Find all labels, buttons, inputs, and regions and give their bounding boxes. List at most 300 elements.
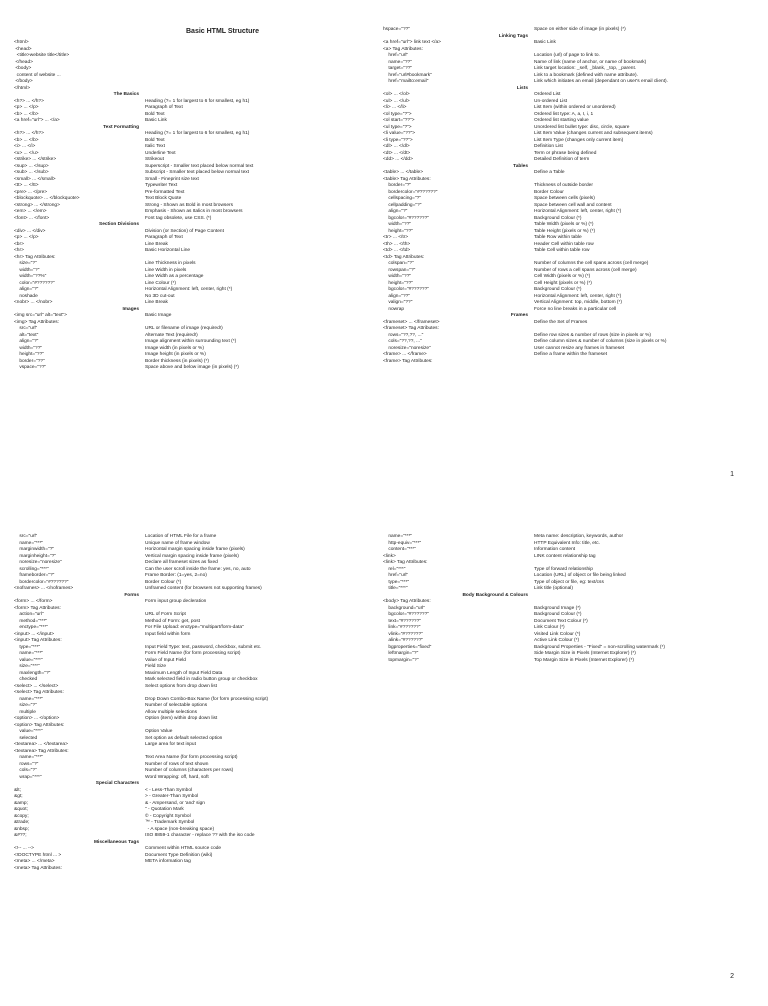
text-line: marginheight="?" <box>14 553 56 559</box>
text-line: name="***" <box>14 696 44 702</box>
p1-left-desc-column <box>145 40 355 372</box>
text-line: alt="text" <box>14 332 39 338</box>
text-line: Comment within HTML source code <box>145 846 222 851</box>
text-line: Unframed content (for browsers not supporting frames) <box>145 586 262 591</box>
text-line: <!DOCTYPE html ... > <box>14 852 62 858</box>
text-line: Text Block Quote <box>145 196 182 201</box>
text-line: <strike> ... </strike> <box>14 157 57 162</box>
text-line: Italic Text <box>145 144 165 149</box>
text-line: Small - Fineprint size text <box>145 176 199 182</box>
text-line: method="***" <box>14 618 48 624</box>
text-line: <tt> ... </tt> <box>14 183 39 188</box>
text-line: width="??%" <box>14 274 47 279</box>
text-line: content of website ... <box>14 72 61 78</box>
text-line: <pre> ... </pre> <box>14 189 48 195</box>
text-line: Define row sizes & number of rows (size in pixels or %) <box>534 332 652 338</box>
text-line: <li type="??"> <box>383 137 413 143</box>
text-line: <dd> ... </dd> <box>383 157 413 162</box>
text-line: Paragraph of Text <box>145 235 183 240</box>
text-line: <title>website title</title> <box>14 53 70 58</box>
text-line: Number of columns the cell spans across (cell merge) <box>534 261 649 266</box>
text-line: <sup> ... </sup> <box>14 163 49 169</box>
text-line: Type of forward relationship <box>534 566 593 572</box>
text-line: Value of Input Field <box>145 657 186 663</box>
text-line: <th> ... </th> <box>383 241 411 247</box>
text-line: rel="***" <box>383 566 406 572</box>
text-line: Maximum Length of Input Field Data <box>145 670 223 676</box>
text-line: Form input group decleration <box>145 599 207 604</box>
text-line: Background Colour (*) <box>534 215 582 221</box>
text-line: Document Type Definition (wiki) <box>145 852 213 858</box>
text-line: Method of Form: get, post <box>145 618 200 624</box>
text-line <box>534 359 754 366</box>
text-line: Border Colour <box>534 189 564 195</box>
text-line: background="url" <box>383 605 425 611</box>
text-line: <textarea> Tag Attributes: <box>14 748 69 754</box>
text-line: width="??" <box>14 345 43 351</box>
text-line: Form Field Name (for form processing script) <box>145 651 241 656</box>
text-line: Field Size <box>145 664 167 669</box>
text-line: align="??" <box>383 293 411 299</box>
text-line: Number of rows of text shown <box>145 761 209 767</box>
text-line: <!-- ... --> <box>14 846 34 851</box>
text-line: < - Less-Than Symbol <box>145 787 193 793</box>
text-line: Subscript - Smaller text placed below normal text <box>145 170 249 175</box>
text-line: <input> Tag Attributes: <box>14 638 62 643</box>
text-line: Table Height (pixels or %) (*) <box>534 228 596 234</box>
section-heading: Tables <box>513 163 528 169</box>
document-page-1 <box>0 0 768 486</box>
p2-right-tag-column <box>383 534 528 664</box>
text-line: Background Image (*) <box>534 605 581 611</box>
text-line: <a href="url"> ... </a> <box>14 118 60 123</box>
text-line: <link> <box>383 553 396 559</box>
text-line <box>145 866 355 873</box>
text-line: Image width (in pixels or %) <box>145 345 204 351</box>
text-line: multiple <box>14 709 36 715</box>
text-line: Link which initiates an email (dependant on user's email client). <box>534 79 668 84</box>
text-line: leftmargin="?" <box>383 651 419 656</box>
text-line: > - Greater-Than Symbol <box>145 794 199 799</box>
text-line: size="***" <box>14 664 40 669</box>
text-line: name="***" <box>14 540 44 546</box>
text-line: <p> ... </p> <box>14 235 39 240</box>
text-line: Basic Horizontal Line <box>145 248 191 253</box>
text-line: © - Copyright Symbol <box>145 813 191 819</box>
text-line: <form> ... </form> <box>14 599 53 604</box>
text-line: href="url" <box>383 53 409 58</box>
text-line: Heading (?= 1 for largest to 6 for smallest, eg h1) <box>145 98 250 104</box>
text-line: Image alignment within surrounding text (*) <box>145 339 237 344</box>
text-line: Table Cell within table row <box>534 248 590 253</box>
text-line: <p> ... </p> <box>14 105 39 110</box>
text-line: META information tag <box>145 859 191 864</box>
text-line: Declare all frameset sizes as fixed <box>145 560 218 565</box>
text-line: Number of selectable options <box>145 703 208 708</box>
text-line: Border thickness (in pixels) (*) <box>145 358 209 364</box>
page-number: 2 <box>730 972 734 980</box>
text-line: Link title (optional) <box>534 586 573 591</box>
text-line: Location (URL) of object or file being linked <box>534 573 626 578</box>
text-line: <br> <box>14 241 24 247</box>
text-line: content="***" <box>383 547 416 552</box>
text-line: Frame Border: (1=yes, 2=no) <box>145 573 207 578</box>
text-line: Line Width as a percentage <box>145 274 204 279</box>
text-line: Cell Height (pixels or %) (*) <box>534 280 592 286</box>
text-line: Vertical Alignment: top, middle, bottom (*) <box>534 300 622 305</box>
text-line: align="?" <box>14 287 39 292</box>
text-line: Pre-formatted Text <box>145 189 185 195</box>
text-line: rowspan="?" <box>383 267 416 273</box>
text-line: &nbsp; <box>14 826 29 832</box>
text-line: value="***" <box>14 729 43 734</box>
text-line: Location (url) of page to link to. <box>534 53 600 58</box>
text-line: <table> ... </table> <box>383 170 424 175</box>
text-line: wrap="***" <box>14 774 42 780</box>
text-line: Unordered list bullet type: disc, circle, square <box>534 124 630 130</box>
section-heading: Frames <box>510 313 528 318</box>
text-line: href="mailto:email" <box>383 79 429 84</box>
text-line: List Item Value (changes current and subsequent items) <box>534 131 653 136</box>
text-line: Line Thickness in pixels <box>145 261 196 266</box>
text-line: <sub> ... </sub> <box>14 170 49 175</box>
text-line: align="?" <box>14 339 39 344</box>
text-line: topmargin="?" <box>383 657 419 663</box>
text-line: Space between cells (pixels) <box>534 196 595 201</box>
text-line: vlink="#??????" <box>383 631 423 637</box>
text-line: Space above and below image (in pixels) (*) <box>145 365 239 370</box>
text-line: Force no line breaks in a particular cell <box>534 306 617 312</box>
text-line: <html> <box>14 40 29 45</box>
p2-left-desc-column <box>145 534 355 872</box>
text-line: Header Cell within table row <box>534 241 594 247</box>
text-line: bgcolor="#??????" <box>383 215 429 221</box>
text-line: bordercolor="#??????" <box>14 579 69 585</box>
text-line: <ol> ... </ol> <box>383 92 410 97</box>
text-line: Typewriter Text <box>145 183 178 188</box>
text-line: name="***" <box>14 651 44 656</box>
section-heading: Body Background & Colours <box>462 592 528 598</box>
text-line: <u> ... </u> <box>14 150 39 156</box>
text-line: bgproperties="fixed" <box>383 644 432 650</box>
text-line: </head> <box>14 59 33 65</box>
text-line: action="url" <box>14 612 44 617</box>
text-line: <a> Tag Attributes: <box>383 46 423 52</box>
text-line: title="***" <box>383 586 408 591</box>
text-line: href="url" <box>383 573 409 578</box>
text-line: width="?" <box>14 267 40 273</box>
text-line: Link target location: _self, _blank, _top, _parent. <box>534 66 637 71</box>
text-line: For File Upload: enctype="multipart/form-data" <box>145 625 244 630</box>
text-line: ™ - Trademark Symbol <box>145 820 195 825</box>
text-line: Large area for text input <box>145 742 196 747</box>
text-line: Background Properties - "Fixed" = non-scrolling watermark (*) <box>534 644 665 650</box>
text-line: <b> ... </b> <box>14 111 39 117</box>
text-line: <em> ... </em> <box>14 209 47 214</box>
text-line: noresize="noresize" <box>383 345 431 351</box>
text-line: Bold Text <box>145 137 165 143</box>
text-line: Active Link Colour (*) <box>534 638 580 643</box>
text-line: Ordered List <box>534 92 561 97</box>
text-line: Line Break <box>145 300 168 305</box>
section-heading: Section Divisions <box>99 222 139 227</box>
text-line: <frame> Tag Attributes: <box>383 358 433 364</box>
text-line: Horizontal Alignment: left, center, right (*) <box>534 293 622 299</box>
text-line: <hr> Tag Attributes: <box>14 254 56 260</box>
text-line: <frame> ... </frame> <box>383 352 427 357</box>
text-line: cols="?" <box>14 768 37 773</box>
text-line: <blockquote> ... </blockquote> <box>14 196 80 201</box>
text-line: Document Text Colour (*) <box>534 618 588 624</box>
section-heading: Text Formatting <box>103 124 139 130</box>
p1-left-tag-column <box>14 40 139 372</box>
text-line: <ul> ... </ul> <box>383 98 410 104</box>
text-line: Division (or Section) of Page Content <box>145 228 224 234</box>
text-line: No 3D cut-out <box>145 293 175 299</box>
text-line: selected <box>14 735 38 741</box>
text-line: width="??" <box>383 274 412 279</box>
text-line: Line Break <box>145 241 168 247</box>
text-line: Location of HTML File for a frame <box>145 534 217 539</box>
text-line: align="?" <box>383 209 408 214</box>
text-line: src="url" <box>14 534 38 539</box>
text-line: Image height (in pixels or %) <box>145 352 206 357</box>
text-line: <body> Tag Attributes: <box>383 599 431 604</box>
text-line: URL or filename of image (required!) <box>145 326 223 331</box>
p2-left-tag-column <box>14 534 139 872</box>
text-line: <select> ... </select> <box>14 683 59 689</box>
text-line: &gt; <box>14 794 23 799</box>
text-line: link="#??????" <box>383 625 421 630</box>
text-line: Basic Link <box>145 118 167 123</box>
text-line: Table Row within table <box>534 235 582 240</box>
text-line: colspan="?" <box>383 261 414 266</box>
section-heading: Lists <box>516 85 528 91</box>
text-line: <h?> ... </h?> <box>14 131 44 136</box>
text-line: <i> ... </i> <box>14 144 36 149</box>
text-line: <select> Tag Attributes: <box>14 690 64 695</box>
text-line: <frameset> ... </frameset> <box>383 319 440 325</box>
text-line: URL of Form Script <box>145 612 186 617</box>
text-line: Mark selected field in radio button group or checkbox <box>145 677 258 682</box>
text-line: target="??" <box>383 66 413 71</box>
text-line: <body> <box>14 66 32 71</box>
text-line: <meta> Tag Attributes: <box>14 865 62 871</box>
text-line: Term or phrase being defined <box>534 150 597 156</box>
text-line: Set option as default selected option <box>145 735 223 741</box>
text-line: Un-ordered List <box>534 98 568 104</box>
text-line: <dt> ... </dt> <box>383 150 411 156</box>
text-line: Definition List <box>534 144 563 149</box>
text-line: <small> ... </small> <box>14 176 56 182</box>
text-line: Paragraph of Text <box>145 105 183 110</box>
text-line: <h?> ... </h?> <box>14 98 44 104</box>
text-line: hspace="??" <box>383 27 411 32</box>
text-line: href="url#bookmark" <box>383 72 432 78</box>
text-line: height="??" <box>383 228 413 234</box>
text-line: scrolling="***" <box>14 566 49 572</box>
p1-right-tag-column <box>383 27 528 365</box>
text-line: Number of columns (characters per rows) <box>145 768 234 773</box>
text-line: noresize="noresize" <box>14 560 62 565</box>
text-line: cols="??,??, ..." <box>383 339 422 344</box>
text-line: Information content <box>534 547 576 552</box>
text-line: Space on either side of image (in pixels) (*) <box>534 27 626 32</box>
text-line: type="***" <box>383 579 410 585</box>
text-line: alink="#??????" <box>383 638 424 643</box>
text-line: Table Width (pixels or %) (*) <box>534 222 594 227</box>
text-line: marginwidth="?" <box>14 547 55 552</box>
text-line: <link> Tag Attributes: <box>383 560 428 565</box>
text-line: Font tag obsolete, use CSS. (*) <box>145 215 212 221</box>
text-line: List Item Type (changes only current item) <box>534 137 624 143</box>
text-line: Option Value <box>145 729 173 734</box>
section-heading: Forms <box>124 592 139 598</box>
text-line: rows="??,??, ..." <box>383 332 424 338</box>
page-separator <box>0 487 768 501</box>
text-line: Allow multiple selections <box>145 709 197 715</box>
text-line: Strong - Shown as Bold in most browsers <box>145 202 233 208</box>
text-line: <textarea> ... </textarea> <box>14 742 68 747</box>
text-line: Unique name of frame window <box>145 540 210 546</box>
text-line: height="??" <box>383 280 413 286</box>
text-line: <div> ... </div> <box>14 228 46 234</box>
text-line: Line Width in pixels <box>145 267 187 273</box>
text-line: <option> ... </option> <box>14 716 60 721</box>
text-line: size="?" <box>14 703 37 708</box>
text-line: Define the Set of Frames <box>534 319 588 325</box>
text-line: " - Quotation Mark <box>145 807 184 812</box>
text-line: Can the user scroll inside the frame: yes, no, auto <box>145 566 251 572</box>
text-line: LINK content relationship tag <box>534 553 596 559</box>
text-line: <hr> <box>14 248 24 253</box>
text-line: - A space (non-breaking space) <box>145 826 215 832</box>
text-line: ISO 8859-1 character - replace ?? with the iso code <box>145 833 255 838</box>
text-line: <option> Tag Attributes: <box>14 722 65 728</box>
text-line: List Item (within ordered or unordered) <box>534 105 616 110</box>
text-line: <table> Tag Attributes: <box>383 176 431 182</box>
text-line: cellpadding="?" <box>383 202 422 208</box>
text-line: &trade; <box>14 820 30 825</box>
text-line: <noframes> ... </noframes> <box>14 586 74 591</box>
text-line: type="***" <box>14 644 41 650</box>
text-line: <nobr> ... </nobr> <box>14 300 53 305</box>
text-line: Line Colour (*) <box>145 280 176 286</box>
text-line: <form> Tag Attributes: <box>14 605 61 611</box>
text-line: Ordered list type: A, a, I, i, 1 <box>534 111 594 117</box>
text-line: name="??" <box>383 59 412 65</box>
text-line: <b> ... </b> <box>14 137 39 143</box>
text-line: Basic Image <box>145 313 172 318</box>
text-line: <li> ... </li> <box>383 105 407 110</box>
p2-right-desc-column <box>534 534 754 664</box>
text-line: rows="?" <box>14 761 39 767</box>
document-page-2 <box>0 502 768 988</box>
text-line: noshade <box>14 293 38 299</box>
text-line: bordercolor="#??????" <box>383 189 438 195</box>
text-line: text="#??????" <box>383 618 421 624</box>
text-line: <a href="url"> link text </a> <box>383 40 441 45</box>
text-line: checked <box>14 677 38 682</box>
text-line: Space between cell wall and content <box>534 202 612 208</box>
section-heading: Images <box>122 306 139 312</box>
text-line: bgcolor="#??????" <box>383 287 429 292</box>
text-line: Number of rows a cell spans across (cell merge) <box>534 267 637 273</box>
text-line: Background Colour (*) <box>534 612 582 617</box>
text-line: Bold Text <box>145 111 165 117</box>
text-line: value="***" <box>14 657 43 663</box>
text-line: <ol type="?"> <box>383 111 412 117</box>
text-line: Side Margin Size in Pixels (Internet Explorer) (*) <box>534 651 636 656</box>
page-title: Basic HTML Structure <box>186 28 259 35</box>
text-line: <strong> ... </strong> <box>14 202 60 208</box>
text-line: Meta name: description, keywords, author <box>534 534 624 539</box>
text-line: cellspacing="?" <box>383 196 421 201</box>
text-line: Basic Link <box>534 40 556 45</box>
text-line: Border Colour (*) <box>145 579 182 585</box>
text-line: <input> ... </input> <box>14 631 55 637</box>
text-line: &copy; <box>14 813 29 819</box>
text-line: Link Colour (*) <box>534 625 565 630</box>
text-line: Name of link (name of anchor, or name of bookmark) <box>534 59 647 65</box>
text-line: Vertical margin spacing inside frame (pixels) <box>145 553 239 559</box>
text-line: http-equiv="***" <box>383 540 422 546</box>
text-line: <ul type="?"> <box>383 124 412 130</box>
text-line: Define a frame within the frameset <box>534 352 608 357</box>
text-line: Detailed Definition of term <box>534 157 590 162</box>
text-line: size="?" <box>14 261 37 266</box>
text-line: height="??" <box>14 352 44 357</box>
text-line: &#??; <box>14 833 27 838</box>
text-line: Drop Down Combo-Box Name (for form processing script) <box>145 696 269 702</box>
text-line: &lt; <box>14 787 21 793</box>
text-line: border="?" <box>383 183 412 188</box>
text-line: Emphasis - Shown as Italics in most browsers <box>145 209 243 214</box>
text-line: Option (item) within drop down list <box>145 716 218 721</box>
text-line: Define column sizes & number of columns (size in pixels or %) <box>534 339 667 344</box>
text-line: <tr> ... </tr> <box>383 235 409 240</box>
text-line: Heading (?= 1 for largest to 6 for smallest, eg h1) <box>145 131 250 136</box>
text-line: Horizontal Alignment: left, center, right (*) <box>145 287 233 292</box>
text-line: Thickness of outside border <box>534 183 593 188</box>
text-line: name="***" <box>383 534 413 539</box>
text-line: & - Ampersand, or 'and' sign <box>145 800 205 806</box>
text-line: <img src="url" alt="text"> <box>14 313 67 318</box>
text-line: Input Field Type: text, password, checkbox, submit etc. <box>145 644 262 650</box>
text-line: <td> ... </td> <box>383 248 411 253</box>
text-line: <ol start="??"> <box>383 118 415 123</box>
text-line: src="url" <box>14 326 38 331</box>
text-line: User cannot resize any frames in frameset <box>534 345 625 351</box>
text-line: nowrap <box>383 306 405 312</box>
text-line: <img> Tag Attributes: <box>14 319 59 325</box>
text-line: <td> Tag Attributes: <box>383 254 425 260</box>
text-line: Strikeout <box>145 157 164 162</box>
text-line: vspace="??" <box>14 365 47 370</box>
section-heading: Linking Tags <box>498 33 528 39</box>
text-line: color="#??????" <box>14 280 55 286</box>
page-number: 1 <box>730 470 734 478</box>
section-heading: Special Characters <box>95 781 139 786</box>
text-line: Horizontal Alignment: left, center, right (*) <box>534 209 622 214</box>
text-line: </html> <box>14 85 30 91</box>
text-line: &quot; <box>14 807 28 812</box>
text-line: border="??" <box>14 358 45 364</box>
text-line: <font> ... </font> <box>14 215 50 221</box>
section-heading: Miscellaneous Tags <box>94 839 139 845</box>
text-line: Input field within form <box>145 631 191 637</box>
text-line: valign="??" <box>383 300 413 305</box>
